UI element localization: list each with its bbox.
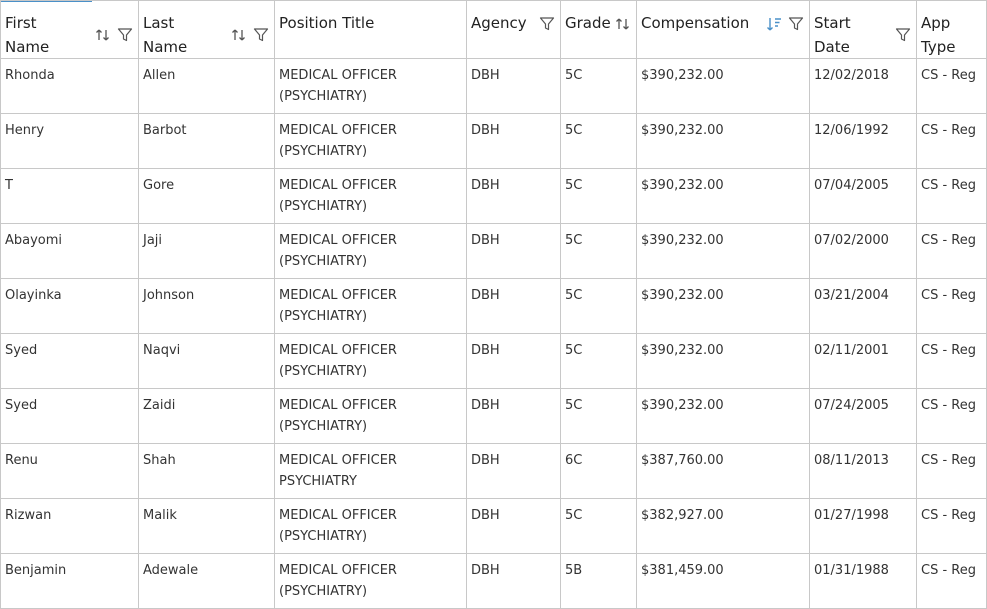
cell-position-title xyxy=(275,279,467,334)
cell-app-type: CS - Reg xyxy=(917,169,987,224)
position-title-line: MEDICAL OFFICER xyxy=(279,508,397,523)
filter-icon[interactable] xyxy=(787,15,805,33)
table-row[interactable] xyxy=(1,389,987,444)
cell-app-type: CS - Reg xyxy=(917,224,987,279)
cell-first-name: T xyxy=(1,169,139,224)
cell-start-date: 07/24/2005 xyxy=(810,389,917,444)
cell-compensation: $387,760.00 xyxy=(637,444,810,499)
position-title-line: (PSYCHIATRY) xyxy=(279,419,368,434)
cell-app-type: CS - Reg xyxy=(917,334,987,389)
cell-start-date: 02/11/2001 xyxy=(810,334,917,389)
cell-grade: 5C xyxy=(561,59,637,114)
position-title-line: PSYCHIATRY xyxy=(279,474,357,489)
position-title-line: (PSYCHIATRY) xyxy=(279,254,368,269)
header-row xyxy=(1,1,987,59)
cell-start-date: 07/04/2005 xyxy=(810,169,917,224)
position-title-line: MEDICAL OFFICER xyxy=(279,233,397,248)
header-last-name[interactable] xyxy=(139,1,275,59)
cell-grade: 5C xyxy=(561,334,637,389)
cell-first-name: Henry xyxy=(1,114,139,169)
cell-last-name: Naqvi xyxy=(139,334,275,389)
cell-app-type: CS - Reg xyxy=(917,554,987,609)
cell-compensation: $390,232.00 xyxy=(637,224,810,279)
cell-last-name: Shah xyxy=(139,444,275,499)
filter-icon[interactable] xyxy=(116,26,134,44)
cell-agency: DBH xyxy=(467,554,561,609)
header-grade[interactable] xyxy=(561,1,637,59)
cell-position-title xyxy=(275,59,467,114)
table-row[interactable] xyxy=(1,169,987,224)
position-title-line: MEDICAL OFFICER xyxy=(279,178,397,193)
header-first-name-label: First Name xyxy=(5,14,50,56)
position-title-line: MEDICAL OFFICER xyxy=(279,398,397,413)
table-row[interactable] xyxy=(1,554,987,609)
cell-last-name: Jaji xyxy=(139,224,275,279)
header-start-date[interactable] xyxy=(810,1,917,59)
header-agency-label: Agency xyxy=(471,14,527,32)
cell-grade: 5C xyxy=(561,389,637,444)
cell-agency: DBH xyxy=(467,59,561,114)
cell-grade: 6C xyxy=(561,444,637,499)
cell-agency: DBH xyxy=(467,334,561,389)
cell-position-title xyxy=(275,389,467,444)
header-compensation[interactable] xyxy=(637,1,810,59)
cell-compensation: $390,232.00 xyxy=(637,114,810,169)
header-app-type[interactable] xyxy=(917,1,987,59)
cell-position-title xyxy=(275,169,467,224)
cell-grade: 5C xyxy=(561,224,637,279)
table-row[interactable] xyxy=(1,59,987,114)
cell-start-date: 01/27/1998 xyxy=(810,499,917,554)
position-title-line: (PSYCHIATRY) xyxy=(279,364,368,379)
table-row[interactable] xyxy=(1,334,987,389)
position-title-line: (PSYCHIATRY) xyxy=(279,89,368,104)
filter-icon[interactable] xyxy=(538,15,556,33)
cell-first-name: Rizwan xyxy=(1,499,139,554)
cell-position-title xyxy=(275,444,467,499)
table-body xyxy=(1,59,987,609)
cell-grade: 5C xyxy=(561,279,637,334)
header-start-date-label: Start Date xyxy=(814,14,851,56)
header-position-title-label: Position Title xyxy=(279,14,375,32)
cell-app-type: CS - Reg xyxy=(917,59,987,114)
cell-start-date: 03/21/2004 xyxy=(810,279,917,334)
cell-agency: DBH xyxy=(467,169,561,224)
cell-compensation: $390,232.00 xyxy=(637,334,810,389)
cell-first-name: Benjamin xyxy=(1,554,139,609)
cell-start-date: 07/02/2000 xyxy=(810,224,917,279)
cell-agency: DBH xyxy=(467,389,561,444)
cell-start-date: 01/31/1988 xyxy=(810,554,917,609)
sort-icon[interactable] xyxy=(94,26,112,44)
cell-agency: DBH xyxy=(467,224,561,279)
cell-first-name: Rhonda xyxy=(1,59,139,114)
cell-grade: 5C xyxy=(561,499,637,554)
cell-first-name: Abayomi xyxy=(1,224,139,279)
position-title-line: (PSYCHIATRY) xyxy=(279,529,368,544)
cell-compensation: $381,459.00 xyxy=(637,554,810,609)
cell-position-title xyxy=(275,224,467,279)
cell-last-name: Allen xyxy=(139,59,275,114)
cell-last-name: Malik xyxy=(139,499,275,554)
cell-last-name: Zaidi xyxy=(139,389,275,444)
cell-first-name: Syed xyxy=(1,389,139,444)
cell-app-type: CS - Reg xyxy=(917,114,987,169)
cell-compensation: $390,232.00 xyxy=(637,279,810,334)
header-grade-label: Grade xyxy=(565,14,611,32)
position-title-line: MEDICAL OFFICER xyxy=(279,453,397,468)
sort-desc-icon[interactable] xyxy=(765,15,783,33)
table-row[interactable] xyxy=(1,444,987,499)
cell-compensation: $390,232.00 xyxy=(637,389,810,444)
cell-app-type: CS - Reg xyxy=(917,444,987,499)
position-title-line: (PSYCHIATRY) xyxy=(279,199,368,214)
header-position-title[interactable] xyxy=(275,1,467,59)
cell-compensation: $382,927.00 xyxy=(637,499,810,554)
cell-last-name: Gore xyxy=(139,169,275,224)
position-title-line: (PSYCHIATRY) xyxy=(279,309,368,324)
cell-first-name: Renu xyxy=(1,444,139,499)
header-last-name-label: Last Name xyxy=(143,14,188,56)
table-row[interactable] xyxy=(1,224,987,279)
table-row[interactable] xyxy=(1,279,987,334)
header-app-type-label: App Type xyxy=(921,14,956,56)
cell-grade: 5C xyxy=(561,169,637,224)
cell-grade: 5C xyxy=(561,114,637,169)
cell-compensation: $390,232.00 xyxy=(637,59,810,114)
position-title-line: MEDICAL OFFICER xyxy=(279,68,397,83)
header-agency[interactable] xyxy=(467,1,561,59)
cell-position-title xyxy=(275,114,467,169)
cell-app-type: CS - Reg xyxy=(917,279,987,334)
cell-last-name: Johnson xyxy=(139,279,275,334)
cell-compensation: $390,232.00 xyxy=(637,169,810,224)
cell-grade: 5B xyxy=(561,554,637,609)
cell-start-date: 12/02/2018 xyxy=(810,59,917,114)
cell-start-date: 08/11/2013 xyxy=(810,444,917,499)
cell-first-name: Olayinka xyxy=(1,279,139,334)
cell-app-type: CS - Reg xyxy=(917,389,987,444)
cell-agency: DBH xyxy=(467,114,561,169)
table-row[interactable] xyxy=(1,499,987,554)
position-title-line: MEDICAL OFFICER xyxy=(279,288,397,303)
cell-position-title xyxy=(275,554,467,609)
position-title-line: (PSYCHIATRY) xyxy=(279,584,368,599)
header-compensation-label: Compensation xyxy=(641,14,750,32)
position-title-line: (PSYCHIATRY) xyxy=(279,144,368,159)
filter-icon[interactable] xyxy=(252,26,270,44)
cell-last-name: Adewale xyxy=(139,554,275,609)
cell-last-name: Barbot xyxy=(139,114,275,169)
position-title-line: MEDICAL OFFICER xyxy=(279,563,397,578)
sort-icon[interactable] xyxy=(230,26,248,44)
position-title-line: MEDICAL OFFICER xyxy=(279,123,397,138)
cell-agency: DBH xyxy=(467,444,561,499)
cell-agency: DBH xyxy=(467,279,561,334)
cell-start-date: 12/06/1992 xyxy=(810,114,917,169)
filter-icon[interactable] xyxy=(894,26,912,44)
header-first-name[interactable] xyxy=(1,1,139,59)
position-title-line: MEDICAL OFFICER xyxy=(279,343,397,358)
cell-first-name: Syed xyxy=(1,334,139,389)
cell-position-title xyxy=(275,334,467,389)
cell-position-title xyxy=(275,499,467,554)
sort-icon[interactable] xyxy=(614,15,632,33)
cell-app-type: CS - Reg xyxy=(917,499,987,554)
cell-agency: DBH xyxy=(467,499,561,554)
table-row[interactable] xyxy=(1,114,987,169)
